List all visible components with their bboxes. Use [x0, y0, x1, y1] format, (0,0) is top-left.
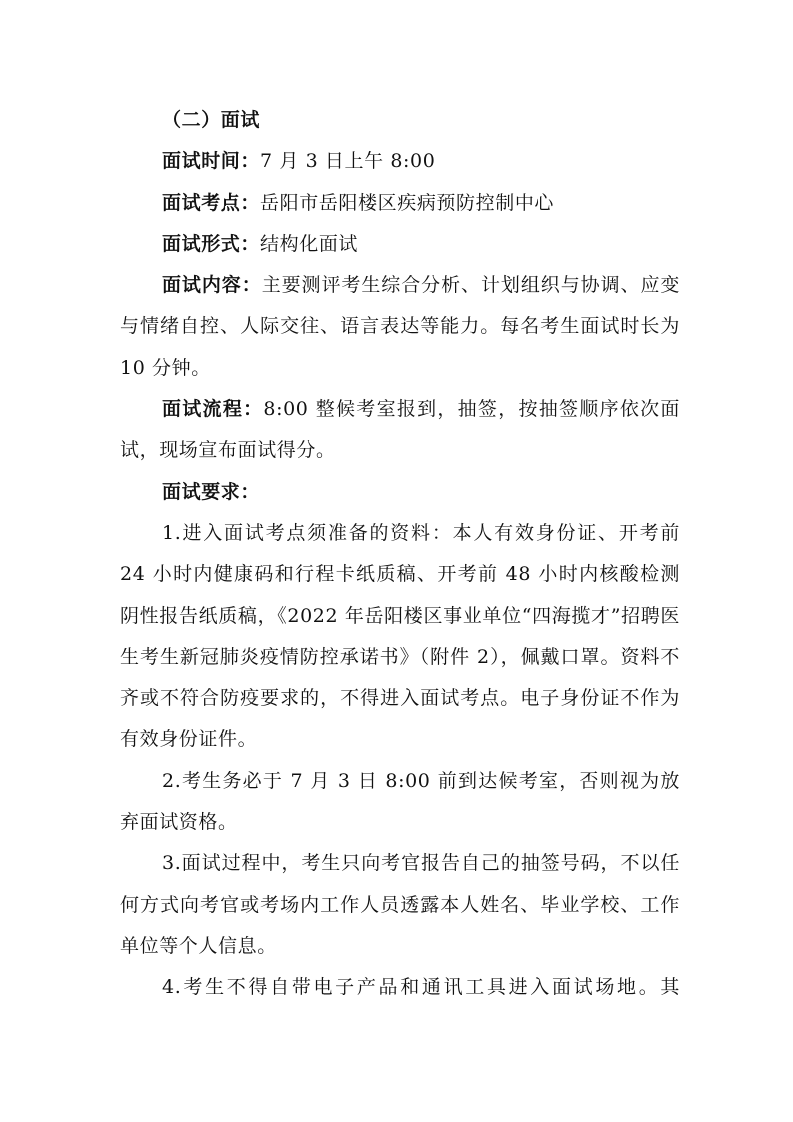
- interview-content: [120, 265, 680, 389]
- item-text: 8:00 整候考室报到，抽签，按抽签顺序依次面试，现场宣布面试得分。: [120, 398, 680, 462]
- interview-format: [120, 224, 680, 265]
- requirement-3: 3.面试过程中，考生只向考官报告自己的抽签号码，不以任何方式向考官或考场内工作人员透露本人姓名、毕业学校、工作单位等个人信息。: [120, 852, 680, 957]
- item-label: 面试考点：: [162, 191, 261, 214]
- document-body: [120, 100, 680, 1009]
- requirement-2: 2.考生务必于 7 月 3 日 8:00 前到达候考室，否则视为放弃面试资格。: [120, 769, 680, 834]
- interview-time: [120, 141, 680, 182]
- interview-venue: [120, 183, 680, 224]
- requirements-heading: 面试要求：: [162, 480, 261, 503]
- item-text: 7 月 3 日上午 8:00: [260, 150, 436, 173]
- requirement-4: 4.考生不得自带电子产品和通讯工具进入面试场地。其: [162, 976, 680, 999]
- item-text: 结构化面试: [260, 232, 359, 255]
- item-label: 面试流程：: [162, 398, 264, 421]
- item-label: 面试时间：: [162, 150, 261, 173]
- section-heading: （二）面试: [162, 109, 261, 131]
- requirement-1: 1.进入面试考点须准备的资料：本人有效身份证、开考前 24 小时内健康码和行程卡纸质稿、开考前 48 小时内核酸检测阴性报告纸质稿，《2022 年岳阳楼区事业单位“四海揽才”招聘医生考生新冠肺炎疫情防控承诺书》（附件 2），佩戴口罩。资料不齐或不符合防疫要求的，不得进入面试考点。电子身份证不作为有效身份证件。: [120, 521, 680, 751]
- item-text: 岳阳市岳阳楼区疾病预防控制中心: [260, 191, 555, 214]
- interview-procedure: [120, 389, 680, 472]
- item-label: 面试内容：: [162, 274, 262, 297]
- item-text: 主要测评考生综合分析、计划组织与协调、应变与情绪自控、人际交往、语言表达等能力。每名考生面试时长为 10 分钟。: [120, 274, 680, 379]
- item-label: 面试形式：: [162, 232, 261, 255]
